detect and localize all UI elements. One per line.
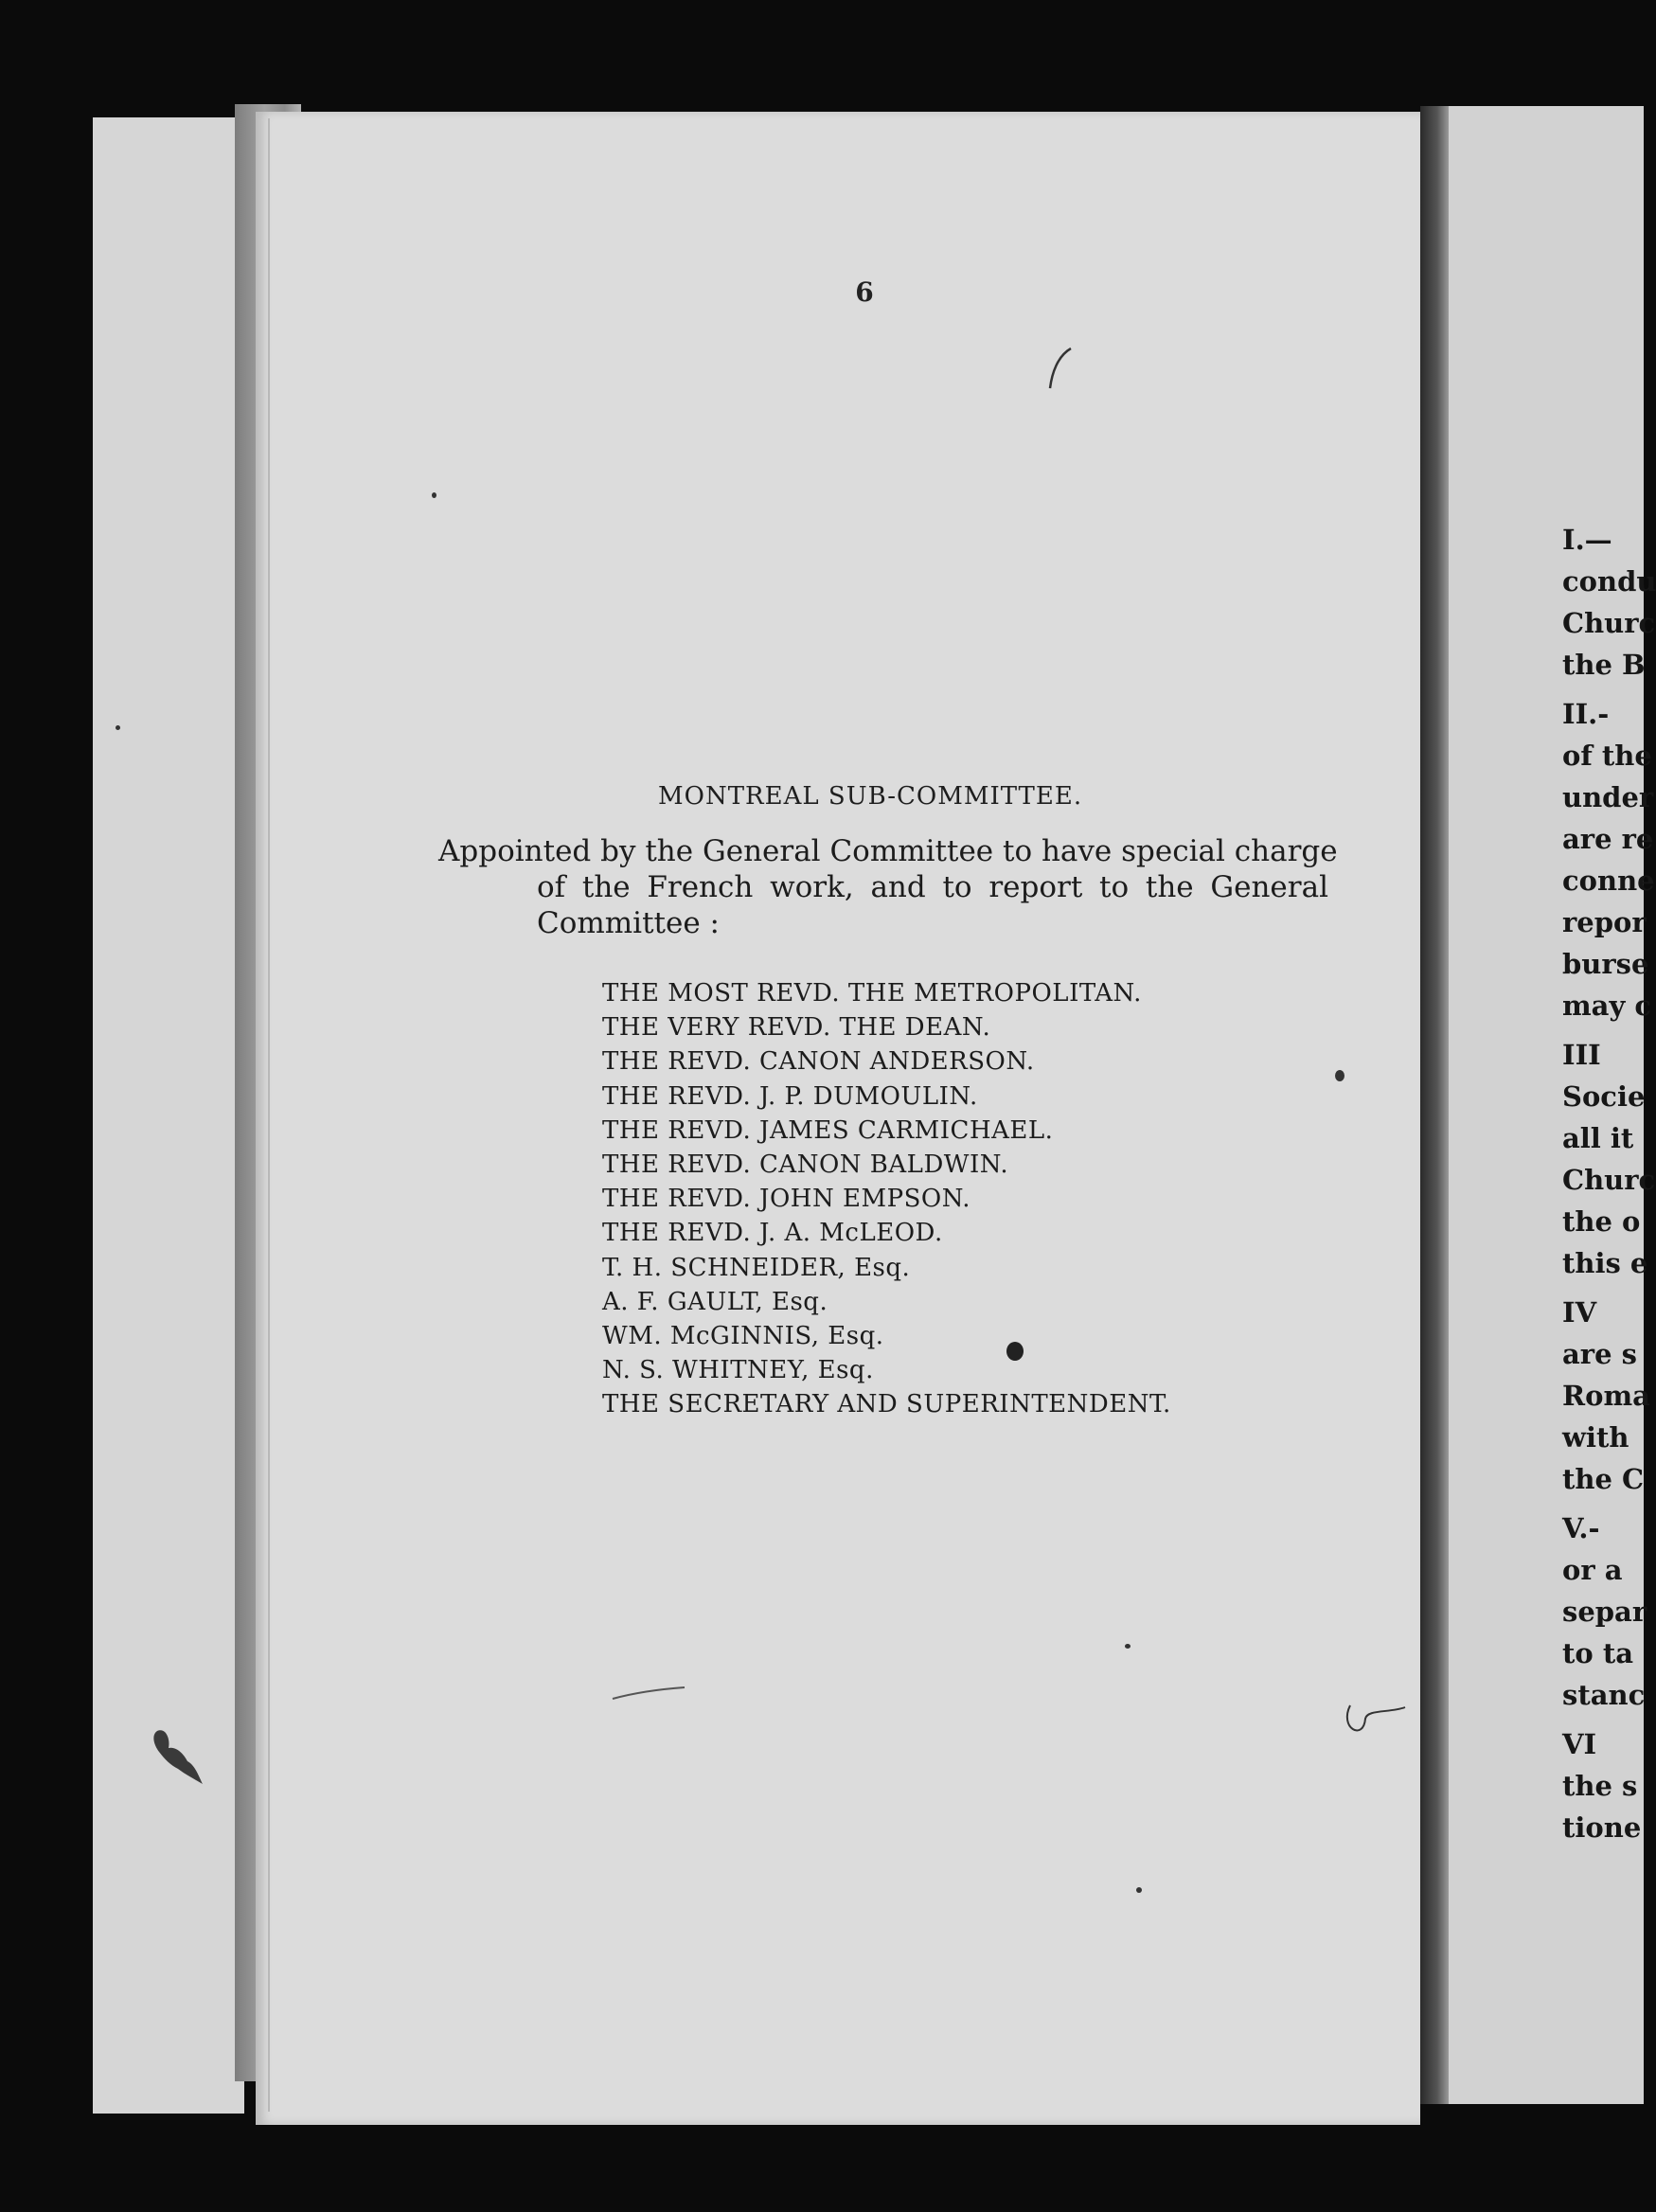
member-item: THE VERY REVD. THE DEAN. [602,1013,991,1043]
member-item: THE MOST REVD. THE METROPOLITAN. [602,979,1142,1008]
ink-speck [1335,1070,1344,1081]
background-strip [93,117,244,2114]
member-item: THE REVD. J. A. McLEOD. [602,1219,943,1248]
pencil-mark [611,1684,686,1703]
member-item: THE REVD. CANON BALDWIN. [602,1151,1009,1180]
pencil-mark [1343,1700,1409,1745]
intro-paragraph [438,833,1338,941]
intro-line: Committee : [537,906,720,940]
facing-page-line: conne [1562,865,1655,897]
intro-line: of the French work, and to report to the General [537,870,1328,904]
paragraph-gap [1562,1026,1644,1034]
paragraph-gap [1562,1284,1644,1292]
ink-speck [1125,1644,1131,1649]
facing-page-line: separ [1562,1596,1647,1628]
page-gutter [1420,106,1449,2104]
paragraph-gap [1562,1716,1644,1723]
facing-page-line: Churc [1562,607,1656,639]
member-item: THE REVD. JAMES CARMICHAEL. [602,1115,1054,1145]
ink-blot [151,1727,203,1786]
facing-page-line: IV [1562,1296,1597,1329]
facing-page-line: repor [1562,906,1647,938]
facing-page-line: all it [1562,1122,1634,1154]
ink-speck [1136,1887,1142,1893]
facing-page-line: Churc [1562,1164,1656,1196]
facing-page-line: I.— [1562,524,1612,556]
facing-page-line: tione [1562,1811,1642,1844]
facing-page-line: or a [1562,1554,1623,1586]
facing-page-line: condu [1562,565,1656,598]
facing-page-line: Socie [1562,1080,1646,1113]
ink-speck [432,492,436,498]
member-list [602,976,1360,1422]
facing-page-line: burse [1562,948,1649,980]
facing-page-line: of the [1562,740,1652,772]
facing-page-line: under [1562,781,1654,813]
facing-page-text [1562,519,1656,1848]
facing-page-line: the o [1562,1205,1641,1238]
member-item: THE SECRETARY AND SUPERINTENDENT. [602,1390,1171,1419]
facing-page-line: Roma [1562,1380,1650,1412]
intro-line: Appointed by the General Committee to have special charge [438,834,1338,868]
page-edge-line [268,118,270,2112]
ink-speck [116,725,120,730]
facing-page-line: III [1562,1039,1601,1071]
facing-page-line: stanc [1562,1679,1646,1711]
member-item: T. H. SCHNEIDER, Esq. [602,1253,911,1282]
facing-page-line: the B [1562,649,1646,681]
paragraph-gap [1562,1500,1644,1507]
facing-page-line: the s [1562,1770,1638,1802]
section-heading: MONTREAL SUB-COMMITTEE. [658,782,1083,811]
member-item: N. S. WHITNEY, Esq. [602,1356,874,1385]
pencil-mark [1046,345,1075,392]
facing-page-line: are s [1562,1338,1637,1370]
member-item: WM. McGINNIS, Esq. [602,1322,884,1351]
facing-page-line: V.- [1562,1512,1600,1544]
facing-page-line: II.- [1562,698,1610,730]
member-item: THE REVD. JOHN EMPSON. [602,1185,971,1214]
facing-page-line: the C [1562,1463,1645,1495]
member-item: A. F. GAULT, Esq. [602,1287,828,1316]
facing-page-line: VI [1562,1728,1597,1760]
page-number: 6 [855,276,874,308]
member-item: THE REVD. J. P. DUMOULIN. [602,1081,978,1111]
paragraph-gap [1562,686,1644,693]
facing-page-line: are re [1562,823,1654,855]
ink-speck [1006,1342,1024,1361]
facing-page-line: this e [1562,1247,1648,1279]
facing-page-line: to ta [1562,1637,1634,1669]
facing-page-line: may c [1562,990,1652,1022]
facing-page-line: with [1562,1421,1629,1454]
member-item: THE REVD. CANON ANDERSON. [602,1047,1035,1077]
